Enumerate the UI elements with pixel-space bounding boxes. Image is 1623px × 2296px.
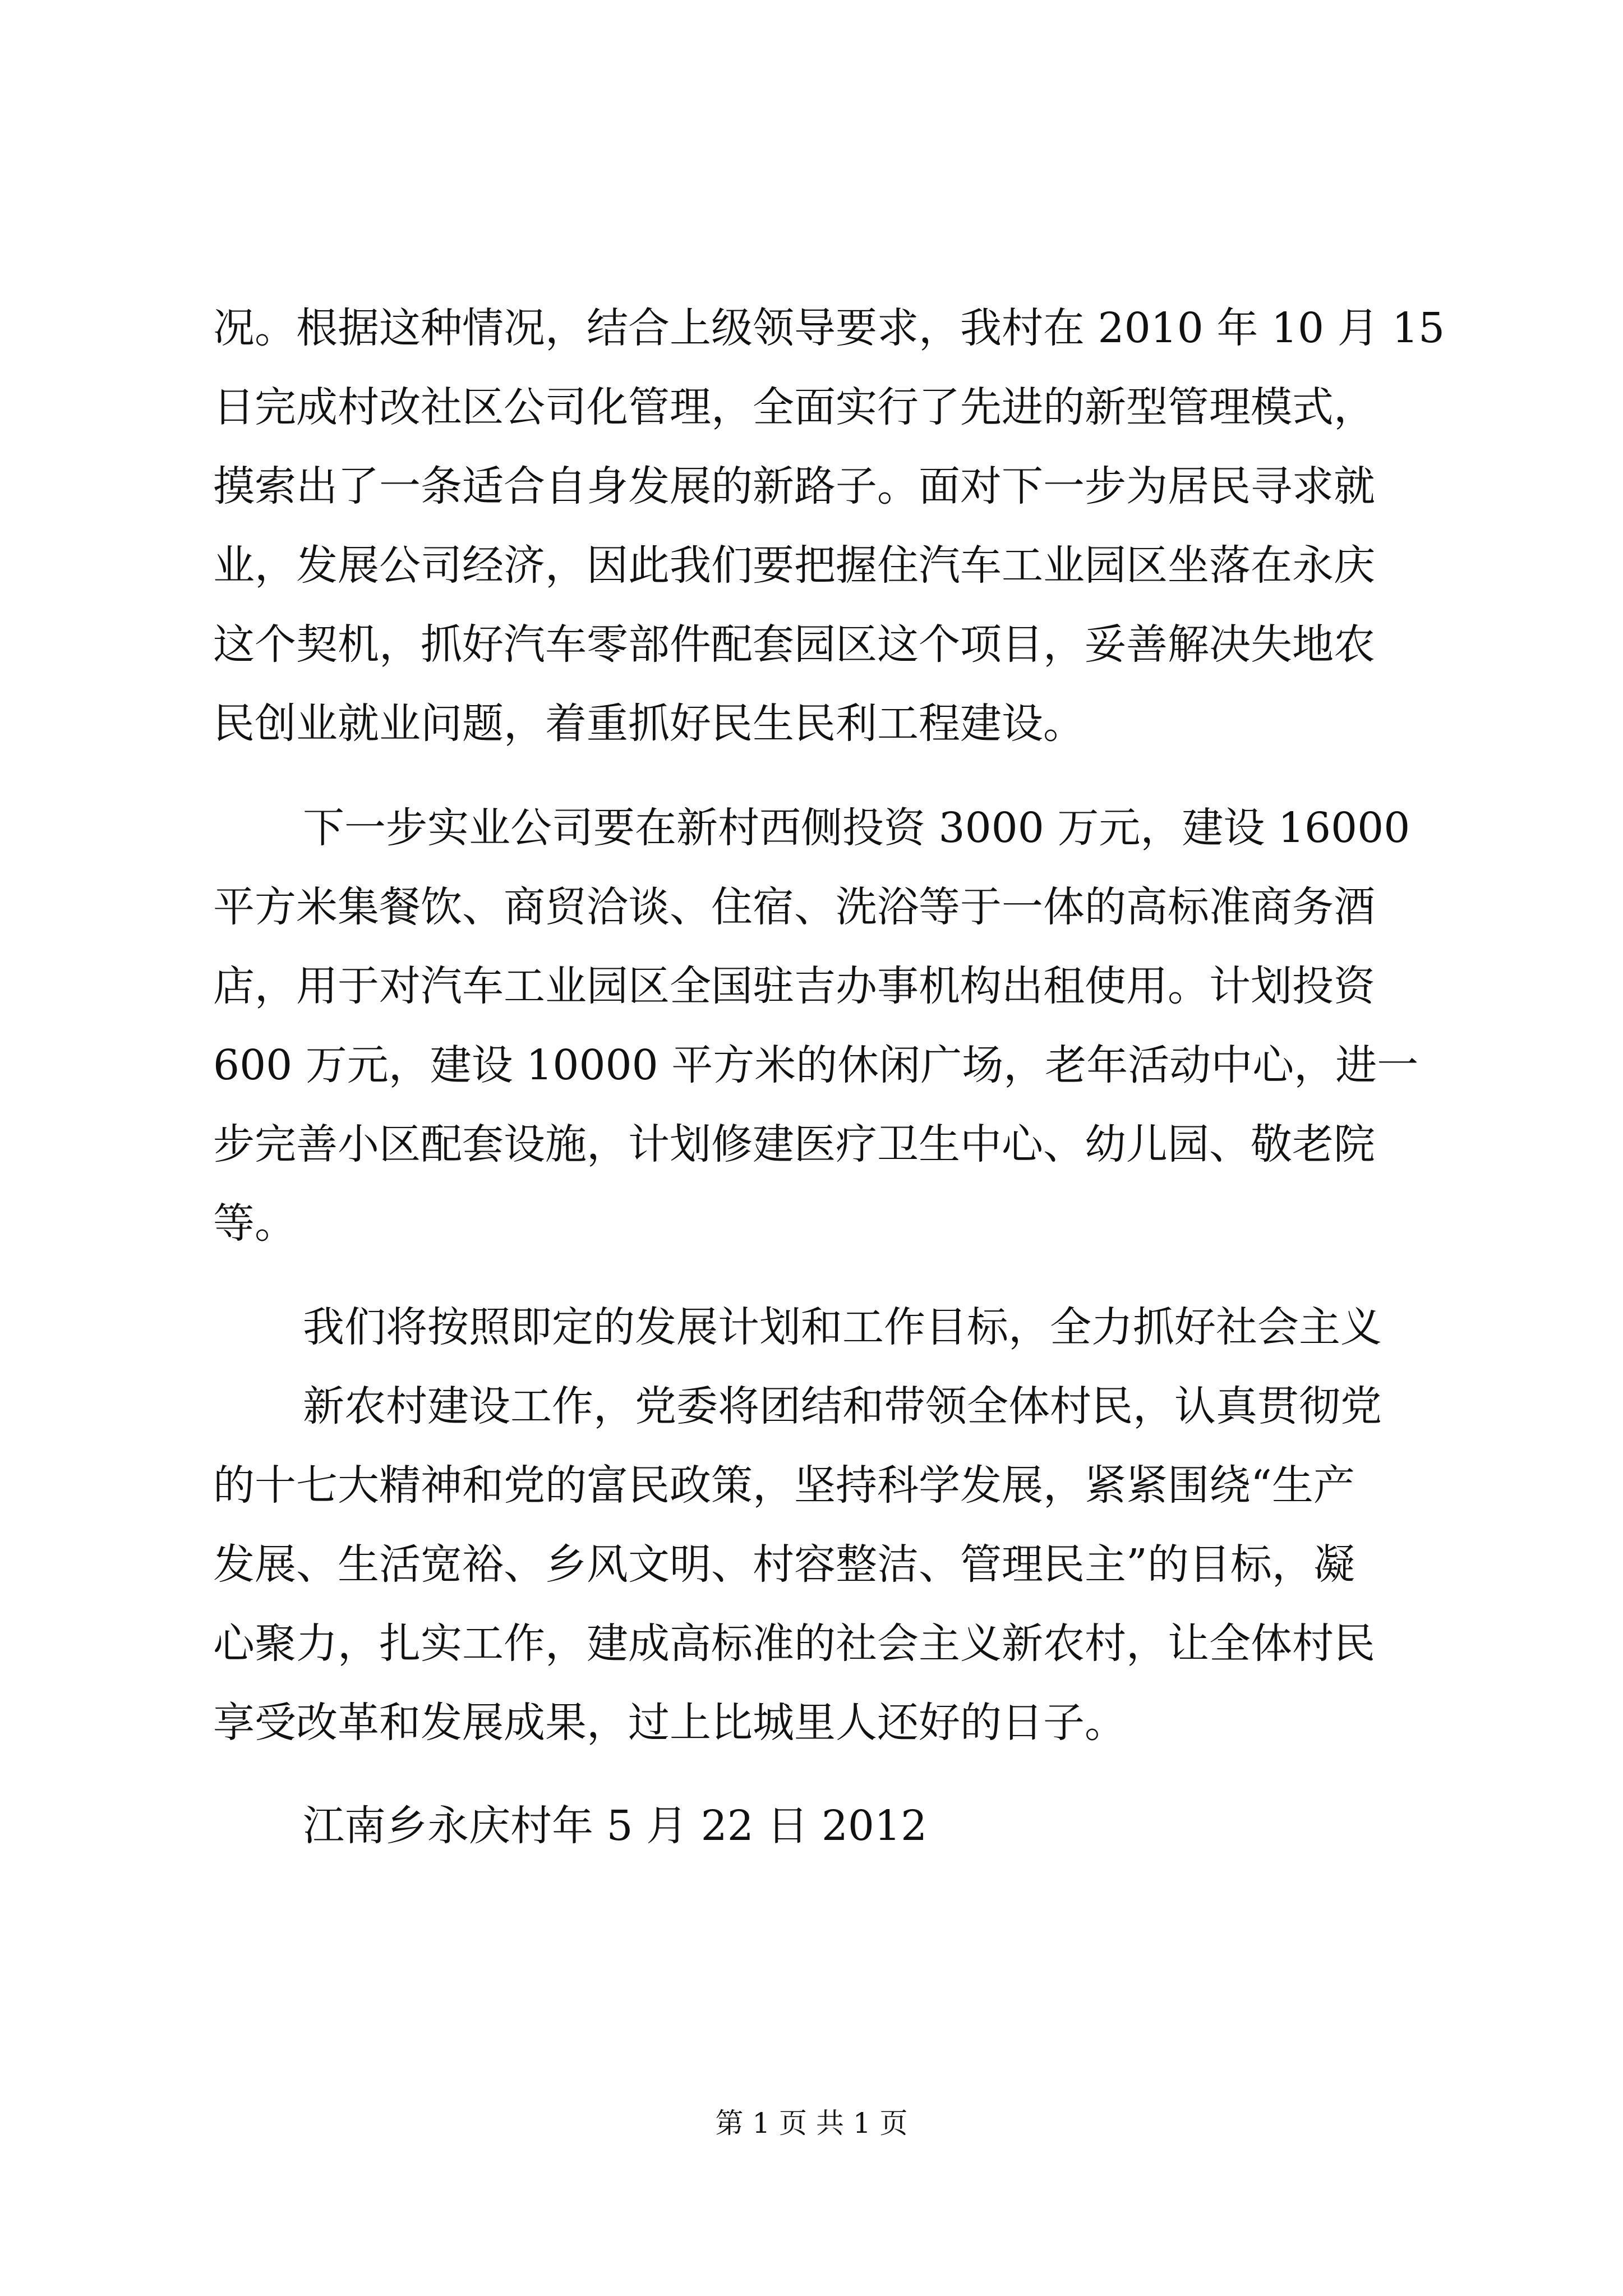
signature-date: 江南乡永庆村年 5 月 22 日 2012 [303, 1802, 928, 1850]
page-footer: 第 1 页 共 1 页 [715, 2107, 908, 2139]
paragraph-2-line-3: 店，用于对汽车工业园区全国驻吉办事机构出租使用。计划投资 [213, 962, 1375, 1010]
paragraph-3-line-1: 我们将按照即定的发展计划和工作目标，全力抓好社会主义 [303, 1303, 1382, 1351]
paragraph-4-line-3: 发展、生活宽裕、乡风文明、村容整洁、管理民主”的目标，凝 [213, 1540, 1355, 1589]
paragraph-4-line-2: 的十七大精神和党的富民政策，坚持科学发展，紧紧围绕“生产 [213, 1461, 1355, 1510]
paragraph-1-line-2: 日完成村改社区公司化管理，全面实行了先进的新型管理模式， [213, 383, 1375, 431]
paragraph-2-line-5: 步完善小区配套设施，计划修建医疗卫生中心、幼儿园、敬老院 [213, 1120, 1375, 1168]
paragraph-2-line-6: 等。 [213, 1199, 296, 1248]
paragraph-1-line-3: 摸索出了一条适合自身发展的新路子。面对下一步为居民寻求就 [213, 462, 1375, 510]
paragraph-1-line-1: 况。根据这种情况，结合上级领导要求，我村在 2010 年 10 月 15 [213, 304, 1445, 352]
paragraph-2-line-1: 下一步实业公司要在新村西侧投资 3000 万元，建设 16000 [303, 804, 1410, 852]
paragraph-2-line-2: 平方米集餐饮、商贸洽谈、住宿、洗浴等于一体的高标准商务酒 [213, 883, 1375, 931]
paragraph-1-line-4: 业，发展公司经济，因此我们要把握住汽车工业园区坐落在永庆 [213, 541, 1375, 590]
paragraph-2-line-4: 600 万元，建设 10000 平方米的休闲广场，老年活动中心，进一 [213, 1041, 1419, 1089]
paragraph-4-line-1: 新农村建设工作，党委将团结和带领全体村民，认真贯彻党 [303, 1382, 1382, 1430]
paragraph-1-line-6: 民创业就业问题，着重抓好民生民利工程建设。 [213, 700, 1085, 748]
paragraph-4-line-4: 心聚力，扎实工作，建成高标准的社会主义新农村，让全体村民 [213, 1619, 1375, 1668]
paragraph-1-line-5: 这个契机，抓好汽车零部件配套园区这个项目，妥善解决失地农 [213, 620, 1375, 669]
paragraph-4-line-5: 享受改革和发展成果，过上比城里人还好的日子。 [213, 1699, 1126, 1747]
